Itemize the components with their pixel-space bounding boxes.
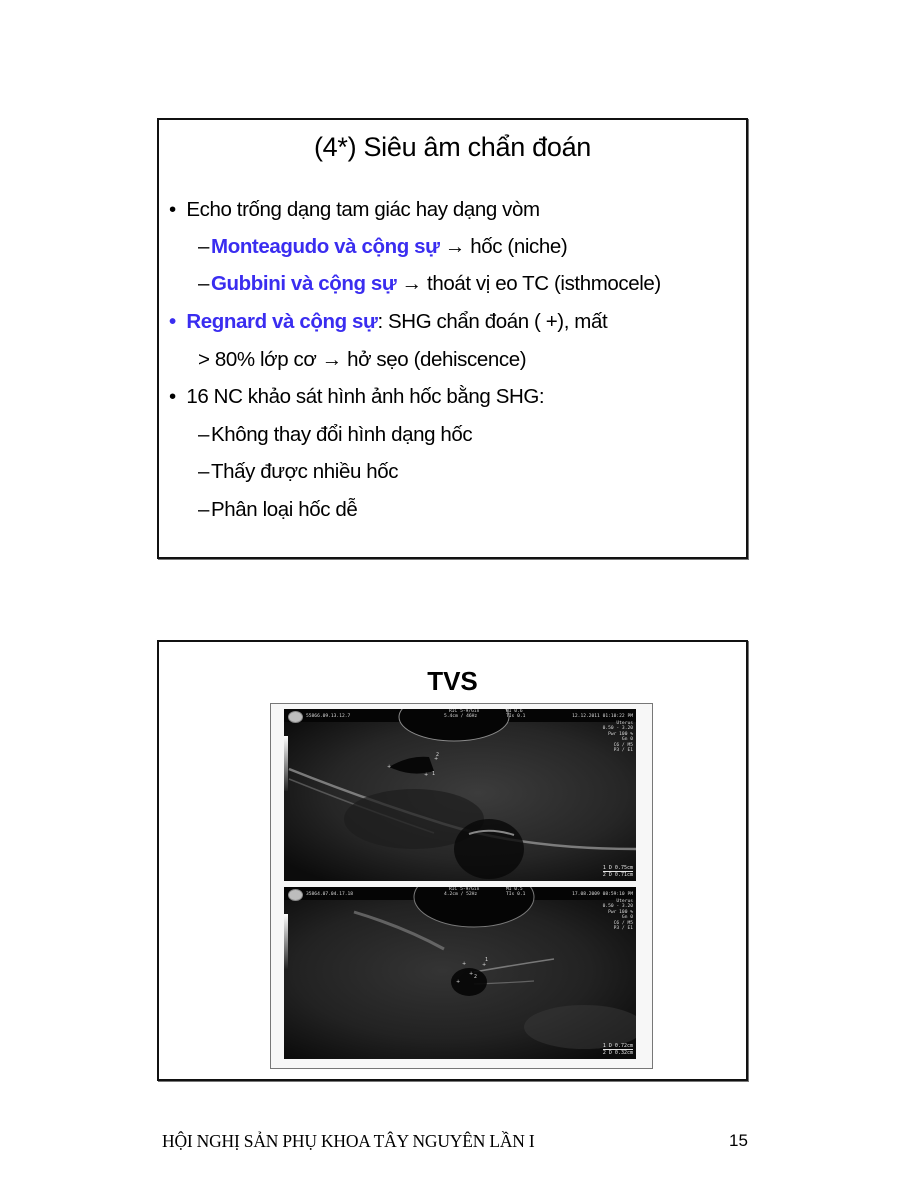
bullet-line-regnard: [169, 310, 607, 334]
dash-icon: –: [198, 460, 210, 483]
tis-label: TIs 0.1: [506, 714, 526, 719]
arrow-right-icon: →: [444, 235, 465, 258]
slide-2-title: TVS: [427, 666, 478, 696]
author-gubbini: Gubbini và cộng sự: [211, 272, 397, 295]
marker-label: 1: [432, 771, 436, 777]
measurement-line: 2 D 0.71cm: [602, 872, 633, 878]
preset-line: Pwr 100 %: [608, 731, 633, 737]
ultrasound-image-1: [284, 709, 636, 881]
probe-label: RIC 5-9/Gin: [449, 709, 480, 714]
line-text: Không thay đổi hình dạng hốc: [211, 423, 473, 446]
ultrasound-figure: [270, 703, 653, 1069]
datetime-label: 12.12.2011 01:10:22 PM: [572, 714, 633, 719]
patient-id: 35864.07.04.17.18: [306, 892, 354, 897]
line-text: hốc (niche): [470, 235, 568, 258]
preset-line: Gn 0: [621, 915, 633, 921]
caliper-marker: +: [469, 971, 474, 977]
line-text: Echo trống dạng tam giác hay dạng vòm: [186, 198, 540, 221]
caliper-marker: +: [456, 979, 461, 985]
arrow-right-icon: →: [321, 348, 342, 371]
footer-conference-title: HỘI NGHỊ SẢN PHỤ KHOA TÂY NGUYÊN LẦN I: [162, 1131, 535, 1151]
line-text: hở sẹo (dehiscence): [347, 348, 527, 371]
sub-line-classify: [198, 498, 357, 522]
depth-label: 5.4cm / 46Hz: [444, 714, 478, 719]
preset-line: Pwr 100 %: [608, 909, 633, 915]
preset-line: 0.50 - 3.20: [602, 726, 633, 732]
preset-line: Uterus: [616, 721, 633, 726]
dash-icon: –: [198, 423, 210, 446]
ge-logo-icon: [288, 889, 303, 901]
ultrasound-scan-2: [284, 887, 636, 1059]
preset-line: C6 / M5: [613, 920, 633, 926]
dash-icon: –: [198, 235, 210, 258]
datetime-label: 17.08.2009 08:59:10 PM: [572, 892, 633, 897]
line-text: Phân loại hốc dễ: [211, 498, 358, 521]
author-monteagudo: Monteagudo và cộng sự: [211, 235, 440, 258]
ge-logo-icon: [288, 711, 303, 723]
sub-line-gubbini: [198, 272, 661, 296]
slide-1-title: (4*) Siêu âm chẩn đoán: [313, 132, 592, 162]
slide-2: [157, 640, 748, 1081]
line-text: : SHG chẩn đoán ( +), mất: [377, 310, 608, 333]
bullet-icon: •: [169, 385, 176, 408]
bullet-icon: •: [169, 198, 176, 221]
page-number: 15: [729, 1131, 748, 1150]
continuation-line: [198, 348, 526, 372]
sub-line-monteagudo: [198, 235, 567, 259]
sub-line-shape: [198, 423, 472, 447]
author-regnard: Regnard và cộng sự: [186, 310, 378, 333]
bullet-icon: •: [169, 310, 176, 333]
caliper-marker: +: [424, 772, 429, 778]
preset-line: P3 / E1: [613, 748, 633, 754]
ultrasound-scan-1: [284, 709, 636, 881]
caliper-marker: +: [434, 756, 439, 762]
preset-panel: [603, 721, 633, 753]
preset-panel: [603, 899, 633, 931]
marker-label: 1: [485, 957, 489, 963]
probe-label: RIC 5-9/Gin: [449, 887, 480, 892]
depth-label: 4.2cm / 52Hz: [444, 892, 478, 897]
preset-line: Uterus: [616, 899, 633, 904]
measurement-line: 1 D 0.72cm: [602, 1043, 633, 1049]
line-text: > 80% lớp cơ: [198, 348, 317, 371]
marker-label: 2: [436, 752, 440, 758]
measurement-line: 2 D 0.32cm: [602, 1050, 633, 1056]
bullet-line-echo: [169, 198, 540, 222]
dash-icon: –: [198, 272, 210, 295]
preset-line: 0.50 - 3.20: [602, 904, 633, 910]
slide-1: [157, 118, 748, 559]
mi-label: MI 0.6: [506, 709, 523, 714]
marker-label: 2: [474, 974, 478, 980]
preset-line: Gn 0: [621, 737, 633, 743]
patient-id: 55866.09.13.12.7: [306, 714, 351, 719]
measurement-panel: [603, 865, 633, 878]
grayscale-bar: [284, 914, 288, 969]
line-text: Thấy được nhiều hốc: [211, 460, 399, 483]
line-text: 16 NC khảo sát hình ảnh hốc bằng SHG:: [186, 385, 545, 408]
ultrasound-image-2: [284, 887, 636, 1059]
sub-line-multiple: [198, 460, 398, 484]
caliper-marker: +: [387, 764, 392, 770]
preset-line: P3 / E1: [613, 926, 633, 932]
mi-label: MI 0.5: [506, 887, 523, 892]
caliper-marker: +: [482, 962, 487, 968]
dash-icon: –: [198, 498, 210, 521]
arrow-right-icon: →: [401, 272, 422, 295]
bullet-line-16nc: [169, 385, 544, 409]
grayscale-bar: [284, 736, 288, 791]
tis-label: TIs 0.1: [506, 892, 526, 897]
preset-line: C6 / M5: [613, 742, 633, 748]
line-text: thoát vị eo TC (isthmocele): [427, 272, 661, 295]
measurement-panel: [603, 1043, 633, 1056]
caliper-marker: +: [462, 961, 467, 967]
measurement-line: 1 D 0.75cm: [602, 865, 633, 871]
